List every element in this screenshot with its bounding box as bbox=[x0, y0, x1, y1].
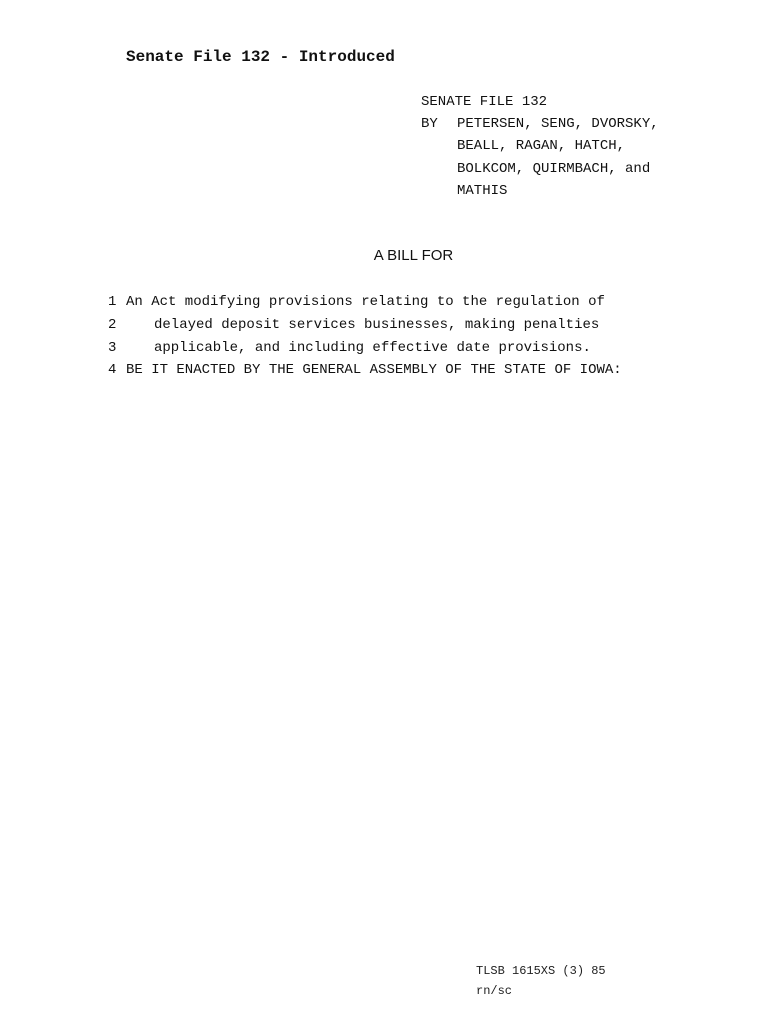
line-number: 1 bbox=[108, 294, 117, 310]
sponsor-names: MATHIS bbox=[457, 182, 508, 199]
bill-file-number: SENATE FILE 132 bbox=[421, 94, 548, 110]
sponsor-line bbox=[421, 135, 626, 157]
bill-title: A BILL FOR bbox=[373, 247, 454, 264]
bill-info-block bbox=[421, 91, 659, 202]
footer-initials: rn/sc bbox=[476, 984, 513, 998]
sponsor-names: BOLKCOM, QUIRMBACH, and bbox=[457, 160, 651, 177]
sponsor-line bbox=[421, 113, 659, 135]
line-number: 2 bbox=[108, 316, 117, 333]
sponsor-line bbox=[421, 158, 651, 180]
line-text: applicable, and including effective date provisions. bbox=[154, 339, 591, 356]
footer-code: TLSB 1615XS (3) 85 bbox=[476, 964, 606, 978]
act-line bbox=[108, 339, 591, 363]
line-text: BE IT ENACTED BY THE GENERAL ASSEMBLY OF THE STATE OF IOWA: bbox=[126, 362, 622, 379]
line-text: An Act modifying provisions relating to the regulation of bbox=[126, 294, 605, 310]
sponsor-names: BEALL, RAGAN, HATCH, bbox=[457, 138, 626, 155]
line-number: 4 bbox=[108, 362, 117, 379]
act-line bbox=[108, 316, 600, 340]
document-header-title: Senate File 132 - Introduced bbox=[126, 48, 395, 66]
act-text bbox=[108, 294, 622, 385]
act-line bbox=[108, 294, 605, 317]
line-text: delayed deposit services businesses, making penalties bbox=[154, 316, 600, 333]
sponsor-names: PETERSEN, SENG, DVORSKY, bbox=[457, 116, 659, 133]
act-line bbox=[108, 362, 622, 385]
by-label: BY bbox=[421, 116, 438, 133]
line-number: 3 bbox=[108, 339, 117, 356]
sponsor-line bbox=[421, 180, 547, 202]
document-footer bbox=[476, 961, 606, 1001]
